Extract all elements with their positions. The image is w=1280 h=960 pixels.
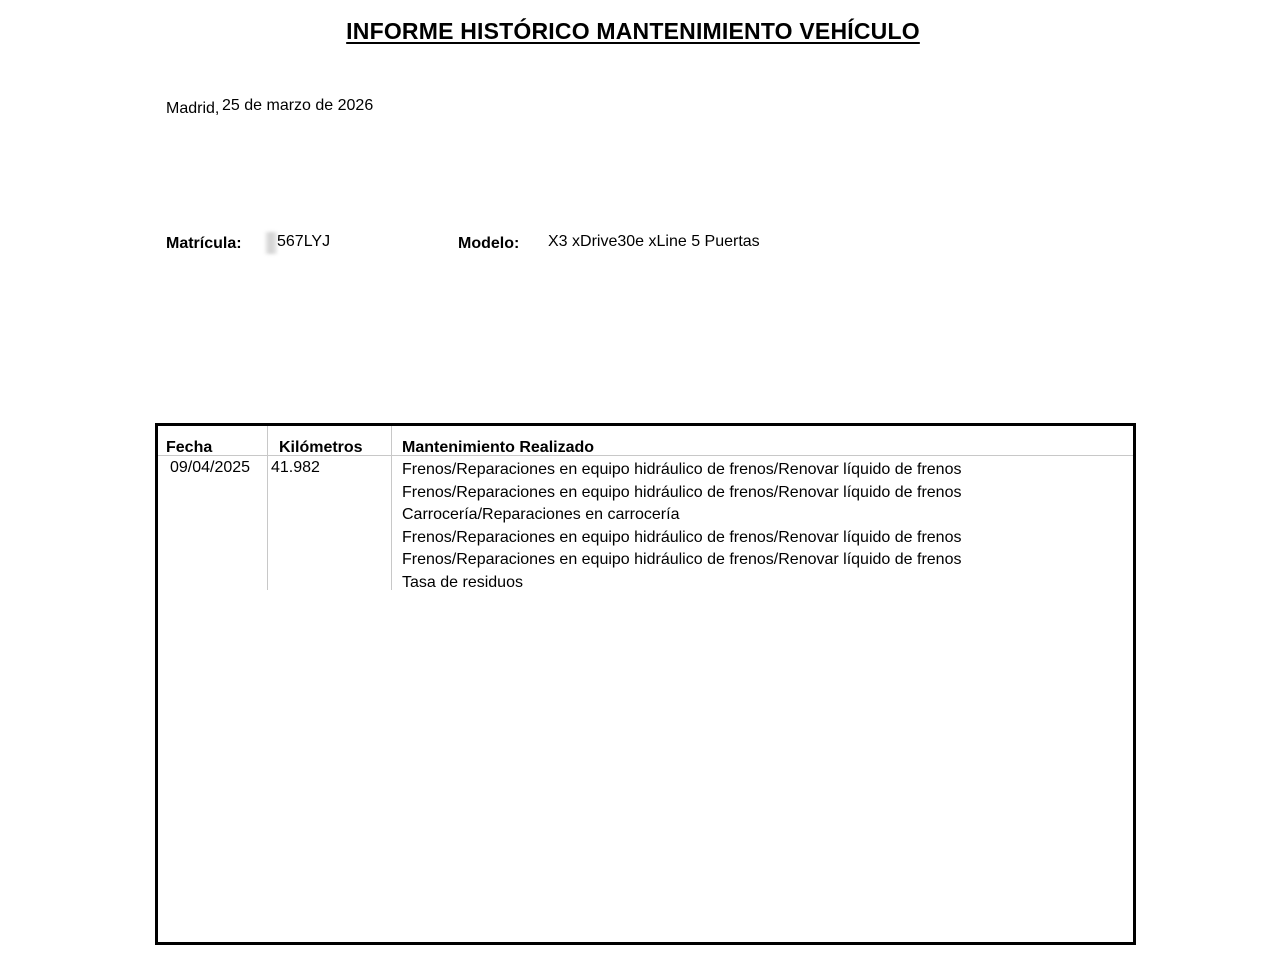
- row-date: 09/04/2025: [170, 459, 251, 476]
- list-item: Frenos/Reparaciones en equipo hidráulico de frenos/Renovar líquido de frenos: [402, 461, 962, 478]
- maintenance-items-list: [402, 459, 961, 594]
- report-city: Madrid,: [166, 100, 220, 117]
- report-date: 25 de marzo de 2026: [222, 97, 374, 114]
- list-item: Tasa de residuos: [402, 573, 523, 591]
- maintenance-table: [155, 423, 1136, 945]
- list-item: Carrocería/Reparaciones en carrocería: [402, 506, 680, 523]
- list-item: Frenos/Reparaciones en equipo hidráulico de frenos/Renovar líquido de frenos: [402, 551, 962, 568]
- list-item: Frenos/Reparaciones en equipo hidráulico de frenos/Renovar líquido de frenos: [402, 483, 962, 501]
- plate-value: 567LYJ: [277, 233, 331, 250]
- column-header-km: Kilómetros: [279, 439, 363, 456]
- column-divider: [391, 426, 392, 590]
- model-value: X3 xDrive30e xLine 5 Puertas: [548, 233, 760, 250]
- column-divider: [267, 426, 268, 590]
- list-item: Frenos/Reparaciones en equipo hidráulico de frenos/Renovar líquido de frenos: [402, 528, 962, 546]
- column-header-maintenance: Mantenimiento Realizado: [402, 439, 595, 456]
- row-km: 41.982: [271, 459, 320, 476]
- model-label: Modelo:: [458, 235, 520, 252]
- plate-redaction: [265, 232, 277, 254]
- plate-label: Matrícula:: [166, 235, 242, 252]
- column-header-date: Fecha: [166, 439, 213, 456]
- report-title: INFORME HISTÓRICO MANTENIMIENTO VEHÍCULO: [346, 18, 920, 44]
